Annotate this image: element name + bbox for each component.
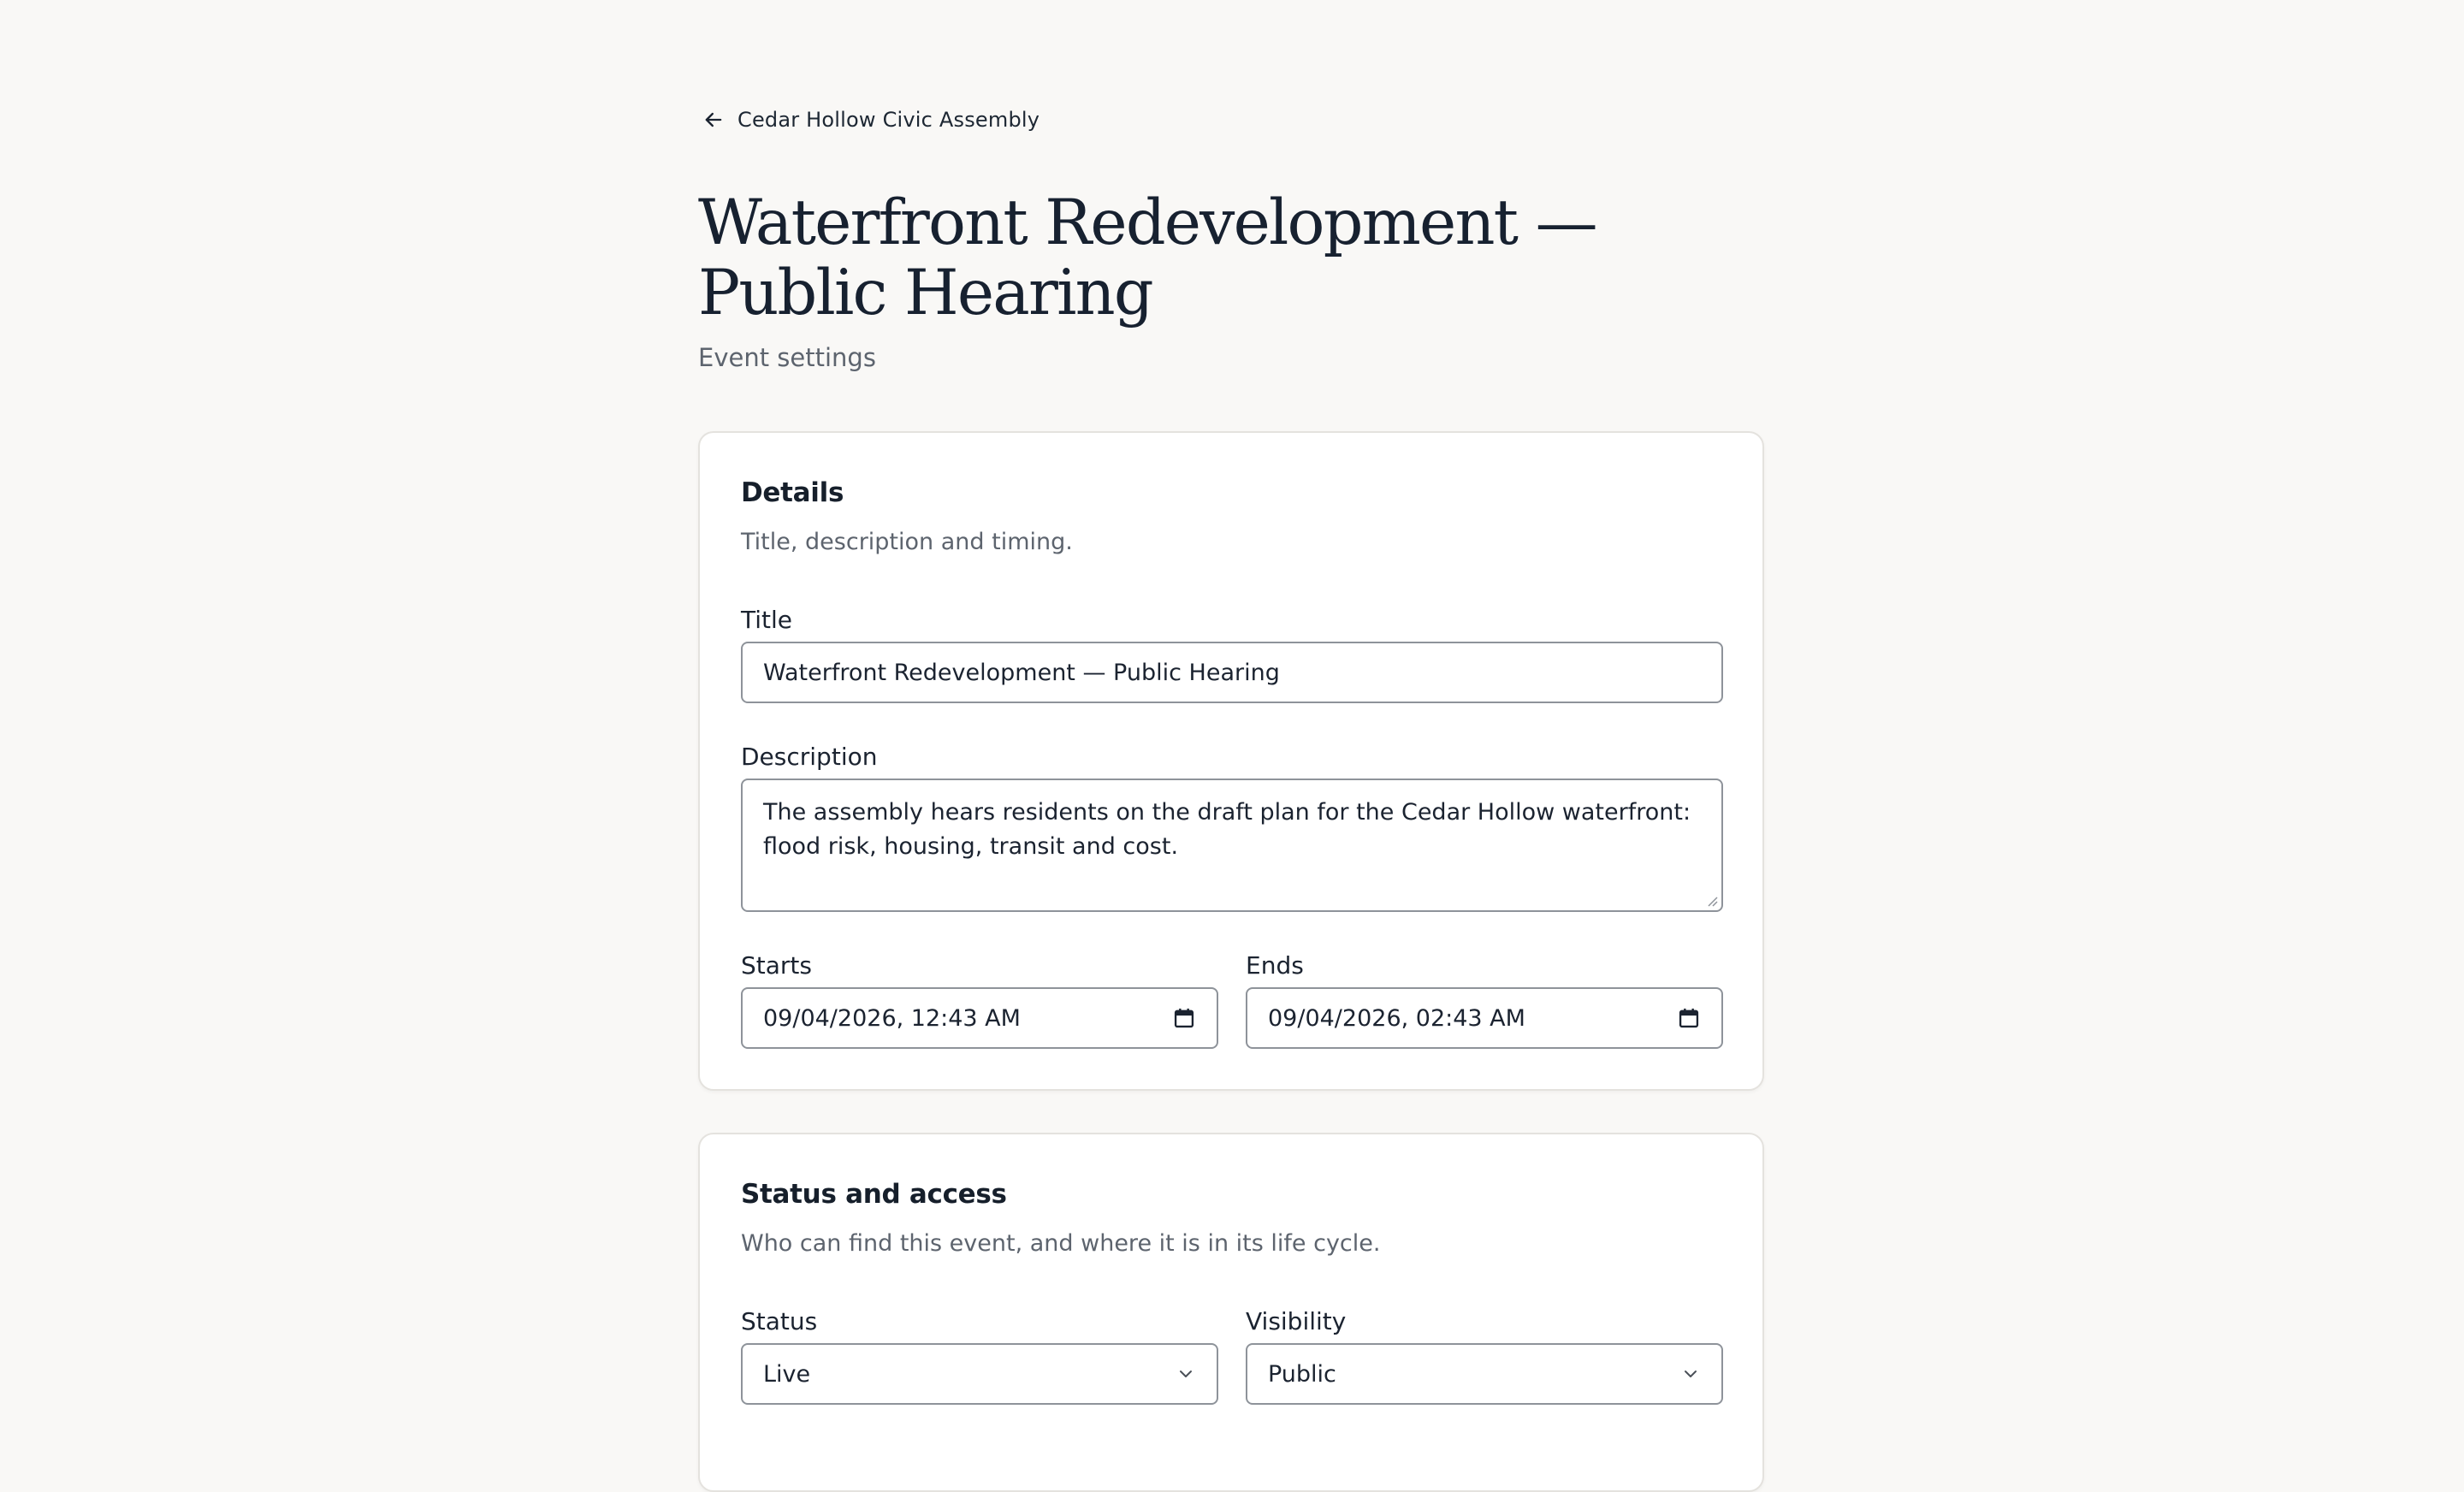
description-textarea[interactable] (741, 779, 1723, 912)
status-select-value: Live (763, 1360, 811, 1388)
status-access-description: Who can find this event, and where it is in its life cycle. (741, 1230, 1381, 1257)
visibility-label: Visibility (1246, 1307, 1347, 1335)
title-input[interactable] (741, 642, 1723, 703)
page-subtitle: Event settings (698, 343, 876, 372)
description-label: Description (741, 743, 878, 771)
status-access-card (698, 1133, 1764, 1492)
starts-label: Starts (741, 951, 812, 980)
calendar-icon[interactable] (1677, 1006, 1701, 1030)
description-textarea-value: The assembly hears residents on the draft plan for the Cedar Hollow waterfront: flood risk, housing, transit and cost. (763, 799, 1691, 860)
status-access-heading: Status and access (741, 1179, 1007, 1210)
back-link-label: Cedar Hollow Civic Assembly (737, 108, 1040, 132)
chevron-down-icon (1176, 1364, 1196, 1384)
visibility-select-value: Public (1268, 1360, 1336, 1388)
status-select[interactable] (741, 1343, 1218, 1405)
ends-datetime-input[interactable] (1246, 987, 1723, 1049)
resize-handle-icon[interactable] (1704, 893, 1718, 907)
arrow-left-icon (702, 108, 726, 132)
ends-label: Ends (1246, 951, 1304, 980)
details-description: Title, description and timing. (741, 529, 1073, 555)
title-label: Title (741, 606, 793, 634)
visibility-select[interactable] (1246, 1343, 1723, 1405)
title-input-value: Waterfront Redevelopment — Public Hearing (763, 659, 1280, 686)
calendar-icon[interactable] (1172, 1006, 1196, 1030)
page-title: Waterfront Redevelopment — Public Hearing (698, 186, 1596, 329)
starts-datetime-input[interactable] (741, 987, 1218, 1049)
chevron-down-icon (1680, 1364, 1701, 1384)
details-card (698, 431, 1764, 1091)
details-heading: Details (741, 477, 844, 508)
status-label: Status (741, 1307, 818, 1335)
ends-value: 09/04/2026, 02:43 AM (1268, 1004, 1525, 1032)
starts-value: 09/04/2026, 12:43 AM (763, 1004, 1021, 1032)
back-link[interactable] (702, 108, 1040, 132)
